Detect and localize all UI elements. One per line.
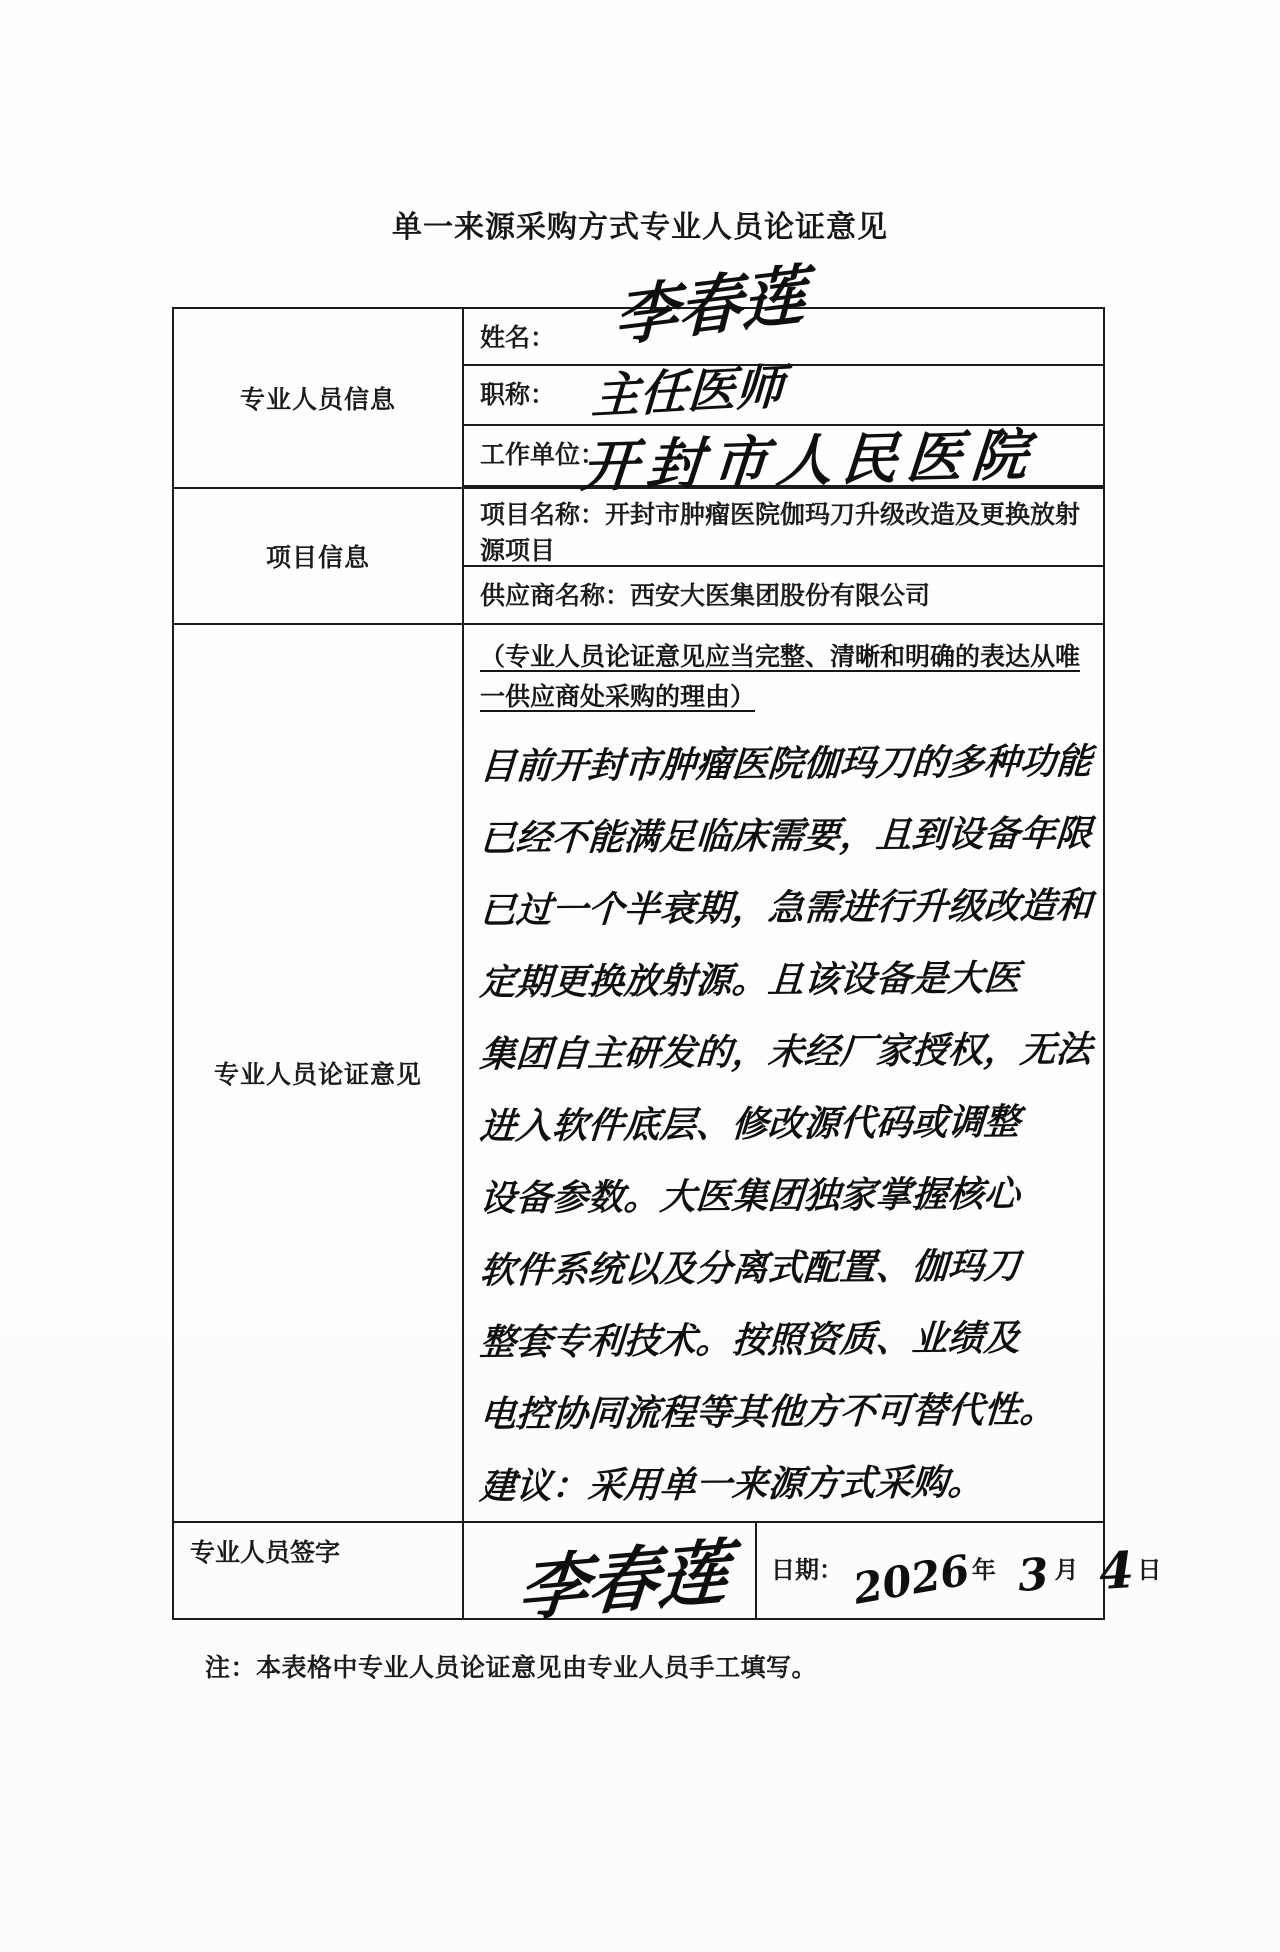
section-signature: [174, 1523, 1162, 1632]
field-supplier-name: 供应商名称：西安大医集团股份有限公司: [480, 582, 931, 610]
field-name: [464, 309, 1103, 366]
work-unit-label: 工作单位：: [480, 440, 606, 469]
day-label: 日: [1137, 1557, 1162, 1584]
opinion-line: 进入软件底层、修改源代码或调整: [478, 1100, 1022, 1148]
date-label: 日期：: [771, 1557, 843, 1584]
handwritten-name: 李春莲: [613, 256, 806, 357]
signature-section-label: 专业人员签字: [174, 1523, 464, 1618]
handwritten-title: 主任医师: [590, 358, 786, 426]
opinion-line: 建议：采用单一来源方式采购。: [478, 1460, 986, 1508]
handwritten-day: 4: [1097, 1540, 1135, 1601]
personnel-section-label: 专业人员信息: [174, 309, 464, 487]
handwritten-work-unit: 开封市人民医院: [579, 421, 1040, 501]
name-label: 姓名：: [480, 324, 556, 352]
opinion-content: [464, 625, 1106, 1521]
page-title: 单一来源采购方式专业人员论证意见: [392, 211, 888, 244]
title-label: 职称：: [480, 381, 556, 410]
opinion-line: 软件系统以及分离式配置、伽玛刀: [478, 1244, 1022, 1292]
opinion-instruction: （专业人员论证意见应当完整、清晰和明确的表达从唯一供应商处采购的理由）: [480, 643, 1081, 711]
signature-cell: [464, 1523, 757, 1632]
handwritten-opinion: [480, 725, 1092, 1517]
handwritten-year: 2026: [849, 1545, 974, 1614]
field-title: [464, 366, 1103, 425]
opinion-line: 已过一个半衰期，急需进行升级改造和: [478, 883, 1094, 932]
project-fields: [464, 489, 1103, 623]
field-project-name: 项目名称：开封市肿瘤医院伽玛刀升级改造及更换放射源项目: [464, 489, 1103, 567]
year-label: 年: [971, 1557, 996, 1584]
month-label: 月: [1054, 1557, 1079, 1584]
opinion-line: 定期更换放射源。且该设备是大医: [478, 956, 1022, 1004]
section-opinion: [174, 625, 1103, 1523]
handwritten-signature: 李春莲: [515, 1529, 732, 1632]
date-cell: [757, 1523, 1161, 1618]
opinion-section-label: 专业人员论证意见: [174, 625, 464, 1521]
section-project-info: [174, 489, 1103, 625]
opinion-line: 设备参数。大医集团独家掌握核心: [478, 1172, 1022, 1220]
opinion-line: 整套专利技术。按照资质、业绩及: [478, 1316, 1022, 1364]
argumentation-form-table: [172, 256, 1162, 1632]
handwritten-month: 3: [1016, 1548, 1051, 1603]
opinion-line: 目前开封市肿瘤医院伽玛刀的多种功能: [478, 739, 1094, 788]
field-work-unit: [464, 426, 1103, 487]
opinion-line: 电控协同流程等其他方不可替代性。: [478, 1388, 1058, 1436]
project-section-label: 项目信息: [174, 489, 464, 623]
section-personnel-info: [174, 256, 1103, 501]
opinion-line: 已经不能满足临床需要，且到设备年限: [478, 811, 1094, 860]
opinion-line: 集团自主研发的，未经厂家授权，无法: [478, 1027, 1094, 1076]
personnel-fields: [464, 256, 1103, 501]
footnote: 注：本表格中专业人员论证意见由专业人员手工填写。: [205, 1654, 818, 1682]
